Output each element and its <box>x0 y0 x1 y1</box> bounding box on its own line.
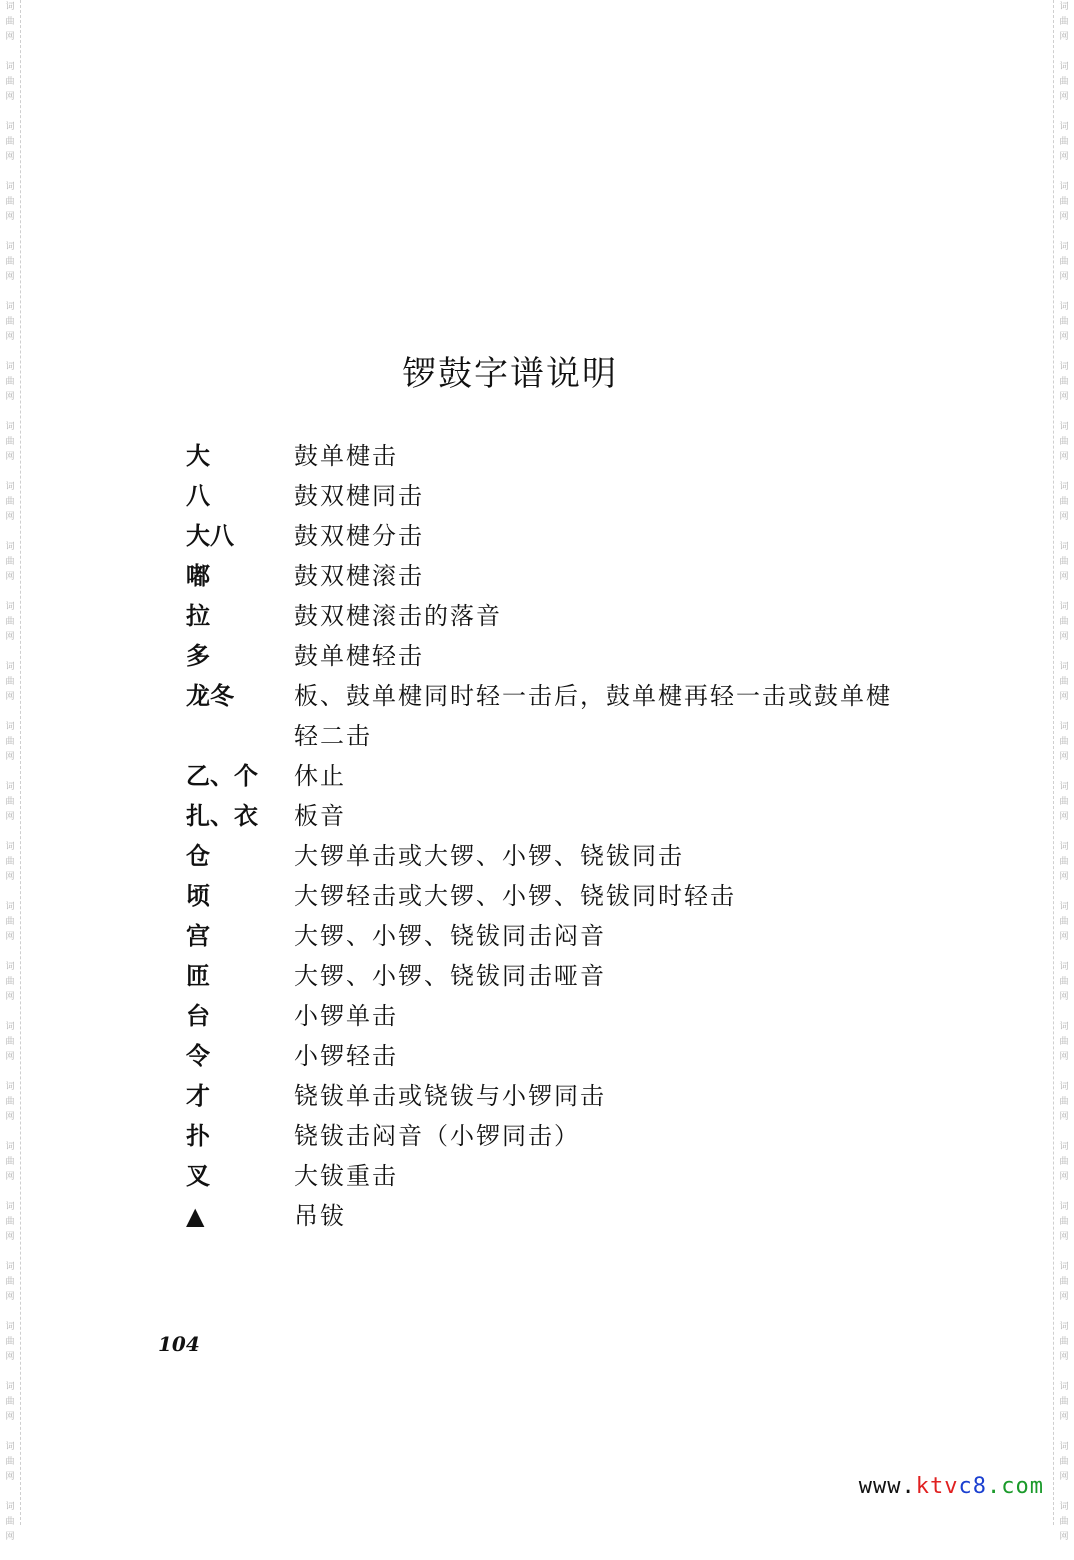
watermark-char: 词 <box>5 602 15 612</box>
watermark-char: 曲 <box>1059 1097 1069 1107</box>
legend-row <box>186 956 906 996</box>
watermark-char: 词 <box>5 662 15 672</box>
legend-row <box>186 596 906 636</box>
legend-description: 鼓单楗击 <box>294 442 398 470</box>
watermark-char: 网 <box>1059 812 1069 822</box>
legend-symbol: 大 <box>186 442 210 470</box>
watermark-char: 词 <box>5 1142 15 1152</box>
notation-legend <box>186 436 906 1236</box>
legend-description: 板音 <box>294 802 346 830</box>
watermark-char: 网 <box>5 1112 15 1122</box>
watermark-char: 词 <box>1059 1142 1069 1152</box>
legend-description: 大锣、小锣、铙钹同击哑音 <box>294 962 606 990</box>
watermark-char: 词 <box>1059 602 1069 612</box>
watermark-char: 网 <box>1059 272 1069 282</box>
watermark-char: 网 <box>1059 1172 1069 1182</box>
watermark-char: 曲 <box>5 257 15 267</box>
legend-row <box>186 916 906 956</box>
watermark-char: 曲 <box>1059 1337 1069 1347</box>
watermark-char: 网 <box>1059 572 1069 582</box>
watermark-char: 词 <box>5 242 15 252</box>
legend-symbol: 多 <box>186 642 210 670</box>
watermark-char: 曲 <box>1059 17 1069 27</box>
watermark-char: 曲 <box>5 497 15 507</box>
watermark-char: 曲 <box>5 1457 15 1467</box>
watermark-char: 网 <box>1059 1232 1069 1242</box>
legend-symbol: 才 <box>186 1082 210 1110</box>
watermark-char: 词 <box>1059 1022 1069 1032</box>
page-title: 锣鼓字谱说明 <box>402 354 618 394</box>
watermark-char: 曲 <box>1059 77 1069 87</box>
watermark-char: 网 <box>5 1472 15 1482</box>
watermark-char: 网 <box>1059 1472 1069 1482</box>
watermark-char: 网 <box>5 1532 15 1542</box>
watermark-char: 曲 <box>1059 1217 1069 1227</box>
watermark-char: 曲 <box>1059 497 1069 507</box>
watermark-char: 词 <box>1059 722 1069 732</box>
watermark-char: 曲 <box>5 1397 15 1407</box>
watermark-char: 曲 <box>5 197 15 207</box>
watermark-char: 词 <box>1059 662 1069 672</box>
legend-symbol: 仓 <box>186 842 210 870</box>
watermark-char: 曲 <box>5 677 15 687</box>
watermark-char: 词 <box>5 482 15 492</box>
watermark-char: 曲 <box>1059 1037 1069 1047</box>
watermark-char: 词 <box>5 422 15 432</box>
watermark-group <box>1054 840 1074 900</box>
watermark-char: 网 <box>1059 632 1069 642</box>
site-url-watermark <box>859 1474 1044 1499</box>
watermark-char: 词 <box>1059 242 1069 252</box>
watermark-group <box>1054 120 1074 180</box>
legend-row <box>186 836 906 876</box>
legend-description: 休止 <box>294 762 346 790</box>
legend-description: 小锣轻击 <box>294 1042 398 1070</box>
watermark-char: 网 <box>1059 752 1069 762</box>
legend-symbol: 宫 <box>186 922 210 950</box>
legend-row <box>186 1036 906 1076</box>
watermark-char: 曲 <box>1059 557 1069 567</box>
watermark-group <box>1054 780 1074 840</box>
watermark-char: 词 <box>5 1262 15 1272</box>
watermark-char: 网 <box>1059 1052 1069 1062</box>
legend-symbol: 叉 <box>186 1162 210 1190</box>
watermark-char: 词 <box>5 1442 15 1452</box>
watermark-char: 曲 <box>1059 1157 1069 1167</box>
watermark-group <box>0 60 20 120</box>
watermark-char: 词 <box>5 1322 15 1332</box>
watermark-group <box>1054 420 1074 480</box>
watermark-group <box>0 900 20 960</box>
watermark-char: 网 <box>1059 872 1069 882</box>
watermark-char: 曲 <box>5 1037 15 1047</box>
legend-row <box>186 436 906 476</box>
watermark-group <box>0 1200 20 1260</box>
watermark-char: 词 <box>1059 182 1069 192</box>
watermark-char: 网 <box>1059 452 1069 462</box>
watermark-group <box>1054 1140 1074 1200</box>
legend-row <box>186 556 906 596</box>
watermark-char: 网 <box>5 92 15 102</box>
watermark-char: 曲 <box>1059 1397 1069 1407</box>
watermark-char: 网 <box>5 1352 15 1362</box>
watermark-group <box>0 1320 20 1380</box>
watermark-group <box>1054 360 1074 420</box>
watermark-char: 网 <box>1059 932 1069 942</box>
watermark-char: 网 <box>5 1172 15 1182</box>
watermark-char: 词 <box>5 302 15 312</box>
legend-row <box>186 1156 906 1196</box>
watermark-group <box>0 480 20 540</box>
legend-row <box>186 516 906 556</box>
legend-description: 大锣、小锣、铙钹同击闷音 <box>294 922 606 950</box>
watermark-char: 曲 <box>5 1157 15 1167</box>
watermark-char: 曲 <box>1059 677 1069 687</box>
legend-description: 小锣单击 <box>294 1002 398 1030</box>
watermark-char: 网 <box>1059 32 1069 42</box>
watermark-group <box>0 1260 20 1320</box>
watermark-group <box>1054 600 1074 660</box>
watermark-group <box>1054 480 1074 540</box>
page-number: 104 <box>158 1332 200 1356</box>
watermark-group <box>1054 1080 1074 1140</box>
watermark-char: 曲 <box>5 857 15 867</box>
watermark-char: 网 <box>5 452 15 462</box>
watermark-char: 词 <box>5 362 15 372</box>
watermark-char: 词 <box>1059 122 1069 132</box>
watermark-group <box>1054 1380 1074 1440</box>
watermark-char: 网 <box>1059 1532 1069 1542</box>
watermark-group <box>1054 1200 1074 1260</box>
legend-description: 鼓双楗滚击 <box>294 562 424 590</box>
watermark-char: 曲 <box>5 617 15 627</box>
legend-row <box>186 1116 906 1156</box>
watermark-char: 网 <box>1059 212 1069 222</box>
watermark-char: 词 <box>1059 362 1069 372</box>
watermark-char: 词 <box>5 122 15 132</box>
watermark-char: 网 <box>5 152 15 162</box>
watermark-char: 词 <box>1059 962 1069 972</box>
watermark-char: 网 <box>1059 92 1069 102</box>
watermark-group <box>1054 900 1074 960</box>
watermark-char: 曲 <box>1059 857 1069 867</box>
watermark-group <box>0 1140 20 1200</box>
watermark-char: 网 <box>5 392 15 402</box>
legend-symbol: 扎、衣 <box>186 802 258 830</box>
watermark-char: 曲 <box>1059 617 1069 627</box>
watermark-char: 词 <box>5 782 15 792</box>
watermark-char: 词 <box>1059 1502 1069 1512</box>
watermark-char: 网 <box>5 1052 15 1062</box>
watermark-char: 网 <box>1059 152 1069 162</box>
watermark-char: 网 <box>5 1232 15 1242</box>
watermark-char: 网 <box>1059 1352 1069 1362</box>
watermark-char: 词 <box>5 542 15 552</box>
legend-row <box>186 636 906 676</box>
legend-row <box>186 876 906 916</box>
watermark-group <box>0 180 20 240</box>
legend-symbol: 乙、个 <box>186 762 258 790</box>
legend-symbol: 顷 <box>186 882 210 910</box>
watermark-group <box>1054 180 1074 240</box>
watermark-group <box>1054 1260 1074 1320</box>
watermark-group <box>0 840 20 900</box>
watermark-char: 网 <box>5 212 15 222</box>
legend-description: 鼓单楗轻击 <box>294 642 424 670</box>
watermark-group <box>0 720 20 780</box>
watermark-group <box>0 120 20 180</box>
watermark-char: 词 <box>5 1082 15 1092</box>
watermark-group <box>1054 660 1074 720</box>
watermark-char: 网 <box>5 632 15 642</box>
legend-symbol: 扑 <box>186 1122 210 1150</box>
watermark-group <box>0 780 20 840</box>
watermark-char: 曲 <box>5 137 15 147</box>
watermark-char: 词 <box>5 962 15 972</box>
watermark-char: 曲 <box>1059 377 1069 387</box>
legend-row <box>186 1076 906 1116</box>
watermark-group <box>1054 300 1074 360</box>
watermark-char: 词 <box>1059 1322 1069 1332</box>
watermark-char: 词 <box>1059 902 1069 912</box>
site-url-part: ktv <box>915 1474 959 1499</box>
watermark-char: 曲 <box>1059 1517 1069 1527</box>
legend-description: 大锣单击或大锣、小锣、铙钹同击 <box>294 842 684 870</box>
watermark-char: 网 <box>5 572 15 582</box>
watermark-char: 词 <box>5 902 15 912</box>
legend-row <box>186 1196 906 1236</box>
legend-symbol: 龙冬 <box>186 682 234 710</box>
watermark-char: 曲 <box>1059 797 1069 807</box>
watermark-char: 曲 <box>5 797 15 807</box>
watermark-char: 网 <box>1059 392 1069 402</box>
legend-symbol: 八 <box>186 482 210 510</box>
watermark-char: 曲 <box>1059 917 1069 927</box>
watermark-group <box>0 540 20 600</box>
watermark-group <box>1054 1500 1074 1560</box>
watermark-group <box>1054 1020 1074 1080</box>
watermark-char: 词 <box>5 2 15 12</box>
legend-row <box>186 756 906 796</box>
watermark-char: 词 <box>1059 302 1069 312</box>
watermark-char: 曲 <box>5 737 15 747</box>
watermark-char: 曲 <box>1059 317 1069 327</box>
watermark-char: 曲 <box>1059 197 1069 207</box>
watermark-char: 网 <box>5 512 15 522</box>
watermark-char: 曲 <box>1059 1457 1069 1467</box>
watermark-char: 曲 <box>5 1277 15 1287</box>
legend-description: 大钹重击 <box>294 1162 398 1190</box>
watermark-char: 网 <box>1059 1112 1069 1122</box>
watermark-char: 词 <box>5 1022 15 1032</box>
watermark-group <box>1054 720 1074 780</box>
watermark-char: 词 <box>5 1382 15 1392</box>
watermark-group <box>0 0 20 60</box>
watermark-group <box>1054 1440 1074 1500</box>
watermark-char: 词 <box>1059 542 1069 552</box>
watermark-char: 词 <box>5 722 15 732</box>
watermark-char: 网 <box>1059 1292 1069 1302</box>
legend-description: 铙钹击闷音（小锣同击） <box>294 1122 580 1150</box>
legend-row <box>186 796 906 836</box>
legend-row <box>186 676 906 756</box>
legend-description: 鼓双楗分击 <box>294 522 424 550</box>
watermark-group <box>1054 960 1074 1020</box>
legend-row <box>186 476 906 516</box>
watermark-char: 曲 <box>5 377 15 387</box>
watermark-right <box>1053 0 1074 1542</box>
watermark-char: 网 <box>5 752 15 762</box>
watermark-group <box>0 420 20 480</box>
legend-symbol: 匝 <box>186 962 210 990</box>
watermark-group <box>1054 0 1074 60</box>
watermark-char: 词 <box>1059 1442 1069 1452</box>
watermark-char: 曲 <box>5 1097 15 1107</box>
watermark-char: 词 <box>5 62 15 72</box>
watermark-group <box>0 960 20 1020</box>
watermark-char: 曲 <box>5 437 15 447</box>
watermark-char: 曲 <box>5 1517 15 1527</box>
watermark-char: 词 <box>1059 1082 1069 1092</box>
watermark-group <box>0 1080 20 1140</box>
watermark-char: 网 <box>1059 332 1069 342</box>
watermark-char: 词 <box>1059 422 1069 432</box>
legend-symbol: 台 <box>186 1002 210 1030</box>
watermark-group <box>1054 60 1074 120</box>
watermark-group <box>1054 1320 1074 1380</box>
watermark-char: 网 <box>1059 692 1069 702</box>
watermark-group <box>0 1440 20 1500</box>
watermark-char: 曲 <box>5 917 15 927</box>
legend-description: 鼓双楗滚击的落音 <box>294 602 502 630</box>
legend-symbol: ▲ <box>186 1202 205 1230</box>
watermark-char: 曲 <box>5 77 15 87</box>
watermark-char: 词 <box>5 1502 15 1512</box>
watermark-char: 词 <box>1059 1202 1069 1212</box>
watermark-char: 网 <box>5 272 15 282</box>
legend-description: 鼓双楗同击 <box>294 482 424 510</box>
watermark-char: 词 <box>1059 2 1069 12</box>
legend-symbol: 嘟 <box>186 562 210 590</box>
legend-description: 板、鼓单楗同时轻一击后，鼓单楗再轻一击或鼓单楗轻二击 <box>294 682 892 750</box>
watermark-char: 网 <box>1059 992 1069 1002</box>
watermark-char: 网 <box>5 692 15 702</box>
site-url-part: c8 <box>958 1474 988 1499</box>
watermark-left <box>0 0 21 1542</box>
watermark-char: 网 <box>5 32 15 42</box>
watermark-char: 网 <box>1059 1412 1069 1422</box>
watermark-char: 词 <box>1059 1382 1069 1392</box>
legend-description: 铙钹单击或铙钹与小锣同击 <box>294 1082 606 1110</box>
watermark-char: 网 <box>5 1412 15 1422</box>
watermark-char: 词 <box>1059 1262 1069 1272</box>
watermark-char: 网 <box>5 812 15 822</box>
watermark-char: 曲 <box>1059 737 1069 747</box>
watermark-char: 曲 <box>1059 257 1069 267</box>
watermark-group <box>0 600 20 660</box>
watermark-char: 曲 <box>5 1337 15 1347</box>
watermark-char: 曲 <box>5 1217 15 1227</box>
watermark-group <box>0 240 20 300</box>
watermark-char: 词 <box>1059 482 1069 492</box>
watermark-char: 词 <box>1059 782 1069 792</box>
watermark-char: 网 <box>5 932 15 942</box>
watermark-char: 曲 <box>1059 977 1069 987</box>
watermark-group <box>0 1500 20 1560</box>
watermark-char: 词 <box>1059 62 1069 72</box>
watermark-char: 网 <box>5 332 15 342</box>
watermark-group <box>0 1020 20 1080</box>
watermark-char: 曲 <box>1059 137 1069 147</box>
watermark-char: 曲 <box>1059 437 1069 447</box>
watermark-char: 词 <box>1059 842 1069 852</box>
legend-symbol: 令 <box>186 1042 210 1070</box>
watermark-char: 网 <box>5 992 15 1002</box>
watermark-group <box>0 660 20 720</box>
watermark-char: 网 <box>5 1292 15 1302</box>
watermark-char: 曲 <box>5 317 15 327</box>
watermark-char: 网 <box>5 872 15 882</box>
watermark-char: 网 <box>1059 512 1069 522</box>
watermark-char: 曲 <box>5 977 15 987</box>
watermark-group <box>0 1380 20 1440</box>
legend-symbol: 拉 <box>186 602 210 630</box>
site-url-part: .com <box>987 1474 1044 1499</box>
legend-description: 吊钹 <box>294 1202 346 1230</box>
watermark-group <box>1054 240 1074 300</box>
watermark-char: 曲 <box>5 17 15 27</box>
legend-row <box>186 996 906 1036</box>
legend-symbol: 大八 <box>186 522 234 550</box>
site-url-part: www. <box>858 1474 916 1499</box>
watermark-group <box>1054 540 1074 600</box>
watermark-char: 曲 <box>5 557 15 567</box>
legend-description: 大锣轻击或大锣、小锣、铙钹同时轻击 <box>294 882 736 910</box>
watermark-char: 词 <box>5 842 15 852</box>
watermark-char: 词 <box>5 1202 15 1212</box>
watermark-char: 词 <box>5 182 15 192</box>
watermark-char: 曲 <box>1059 1277 1069 1287</box>
